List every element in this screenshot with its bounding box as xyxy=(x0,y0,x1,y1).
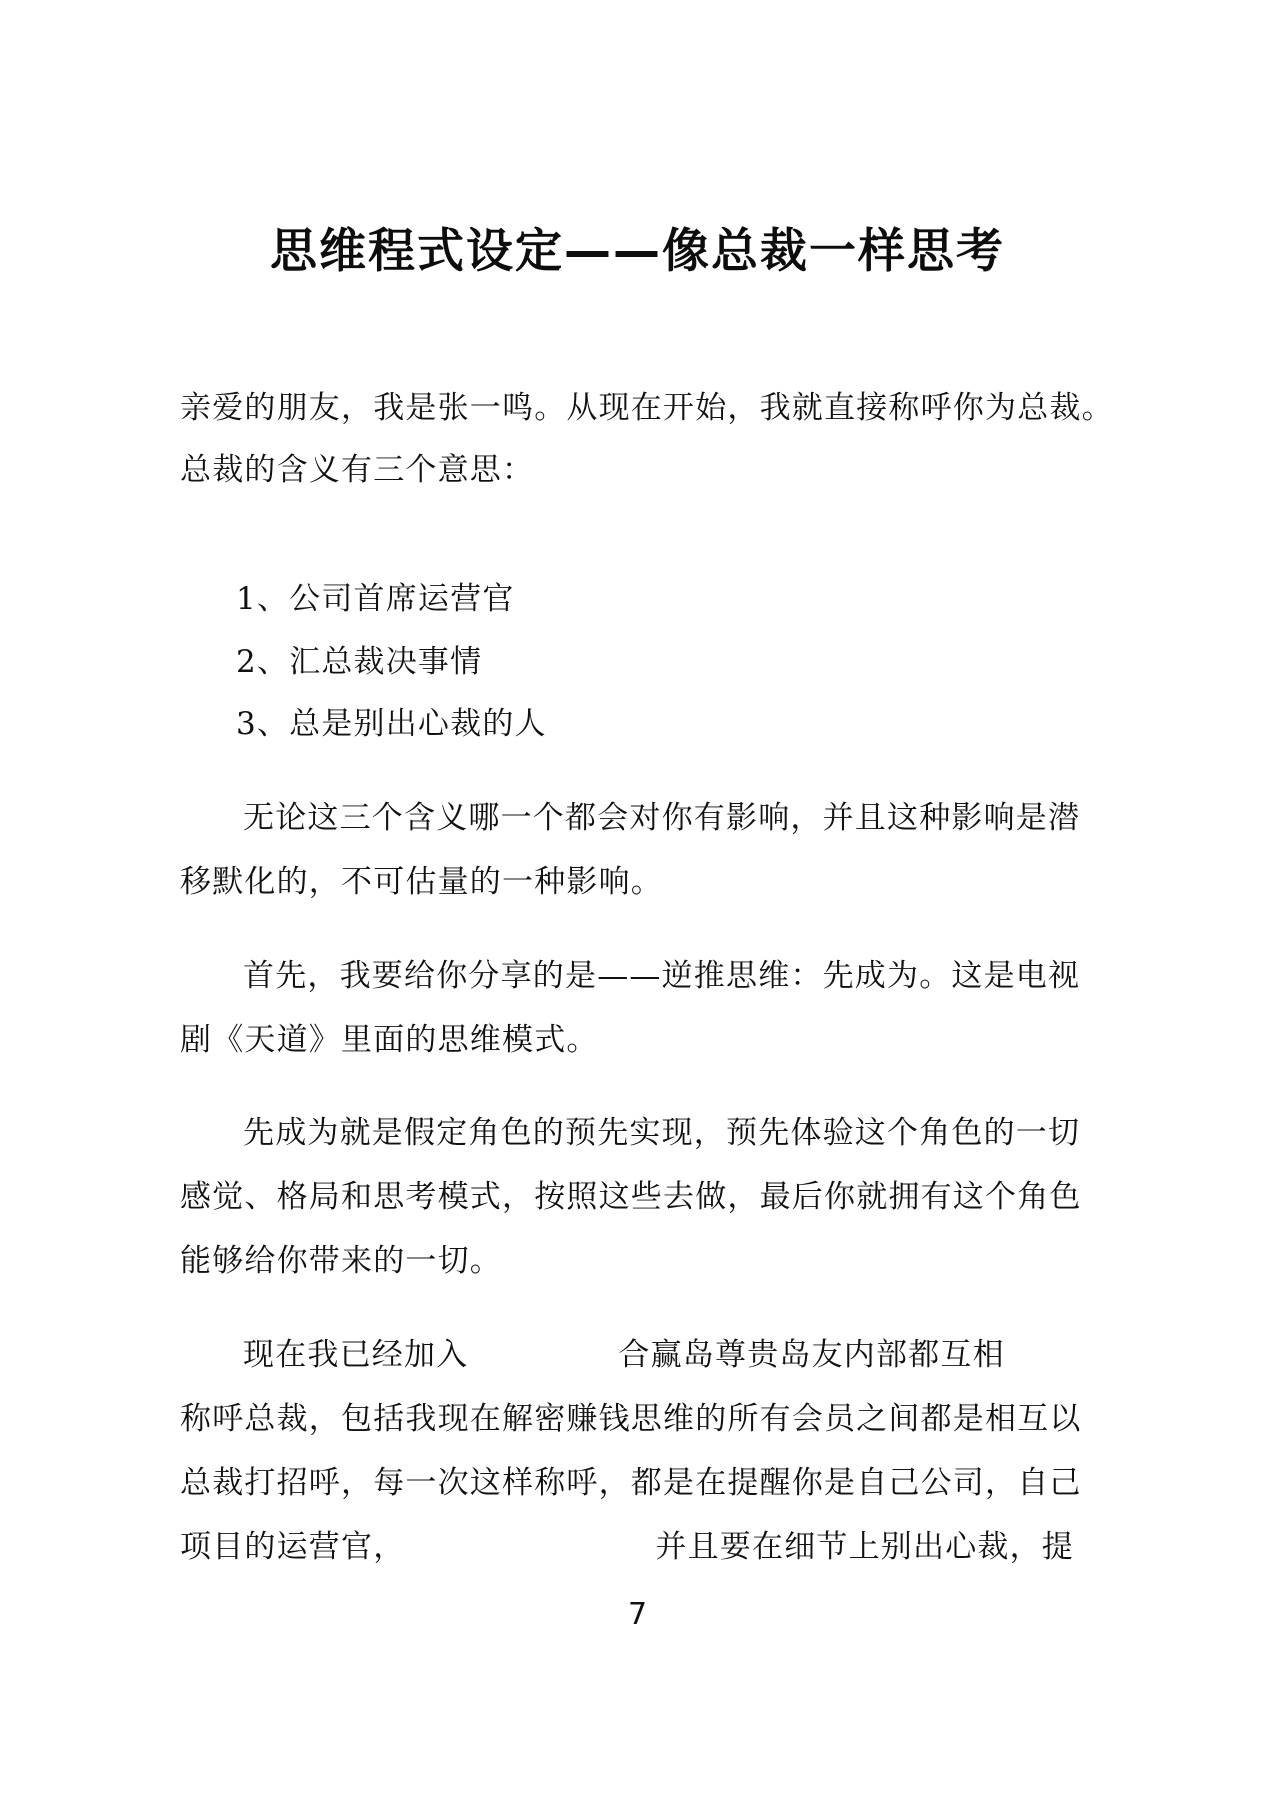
page-title: 思维程式设定——像总裁一样思考 xyxy=(270,224,1005,279)
list-item-1: 1、公司首席运营官 xyxy=(236,581,515,617)
list-item-3: 3、总是别出心裁的人 xyxy=(236,706,547,742)
paragraph-3-line-1: 先成为就是假定角色的预先实现，预先体验这个角色的一切 xyxy=(243,1115,1081,1151)
paragraph-3-line-3: 能够给你带来的一切。 xyxy=(180,1243,502,1279)
paragraph-4-line-4 xyxy=(180,1525,1100,1569)
paragraph-4-line-4-start: 项目的运营官， xyxy=(180,1529,406,1565)
paragraph-4-line-4-end: 并且要在细节上别出心裁，提 xyxy=(655,1529,1075,1565)
paragraph-4-line-1-end: 合赢岛尊贵岛友内部都互相 xyxy=(618,1337,1005,1373)
page-number: 7 xyxy=(627,1597,648,1632)
paragraph-4-line-2: 称呼总裁，包括我现在解密赚钱思维的所有会员之间都是相互以 xyxy=(180,1401,1082,1437)
paragraph-1-line-1: 无论这三个含义哪一个都会对你有影响，并且这种影响是潜 xyxy=(243,800,1081,836)
paragraph-3-line-2: 感觉、格局和思考模式，按照这些去做，最后你就拥有这个角色 xyxy=(180,1179,1082,1215)
paragraph-4-line-1 xyxy=(243,1333,1163,1377)
paragraph-2-line-1: 首先，我要给你分享的是——逆推思维：先成为。这是电视 xyxy=(243,958,1081,994)
intro-line-2: 总裁的含义有三个意思： xyxy=(180,452,535,488)
paragraph-1-line-2: 移默化的，不可估量的一种影响。 xyxy=(180,864,663,900)
intro-line-1: 亲爱的朋友，我是张一鸣。从现在开始，我就直接称呼你为总裁。 xyxy=(180,390,1114,426)
list-item-2: 2、汇总裁决事情 xyxy=(236,644,483,680)
paragraph-4-line-3: 总裁打招呼，每一次这样称呼，都是在提醒你是自己公司，自己 xyxy=(180,1465,1082,1501)
paragraph-2-line-2: 剧《天道》里面的思维模式。 xyxy=(180,1022,599,1058)
paragraph-4-line-1-start: 现在我已经加入 xyxy=(243,1337,469,1373)
